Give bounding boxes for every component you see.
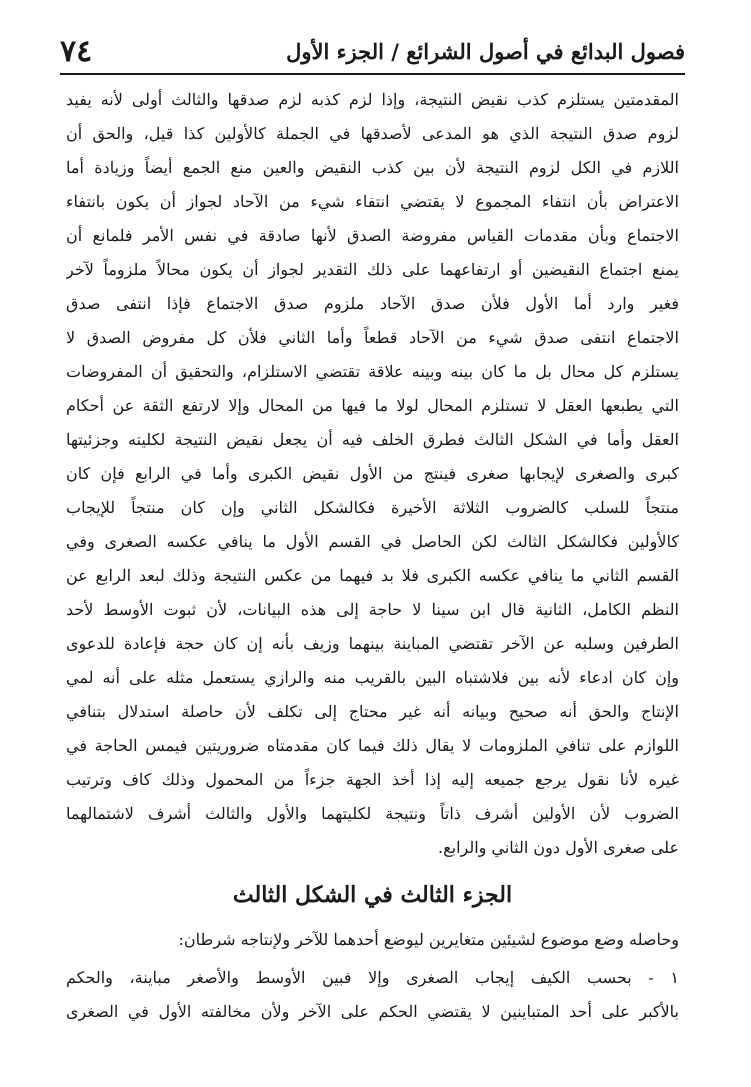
paragraph xyxy=(66,83,679,865)
paragraph xyxy=(66,923,679,957)
running-header xyxy=(60,30,685,72)
text-line: وإن كان ادعاء لأنه بين فلاشتباه البين بالقريب منه والرازي يستعمل مثله على أنه لمي xyxy=(66,668,679,687)
text-line: وحاصله وضع موضوع لشيئين متغايرين ليوضع أحدهما للآخر ولإنتاجه شرطان: xyxy=(178,930,679,949)
text-line: اللوازم على تنافي الملزومات لا يقال ذلك فيما كان مقدمتاه ضروريتين فيمس الحاجة في xyxy=(66,736,679,755)
text-line: الضروب لأن الأولين أشرف ذاتاً ونتيجة لكليتهما والأول والثالث أشرف لاشتمالهما xyxy=(66,804,679,823)
text-line: كبرى والصغرى لإيجابها صغرى فينتج من الأول نقيض الكبرى وأما في الرابع فإن كان xyxy=(66,464,679,483)
text-line: الإنتاج والحق أنه صحيح وبيانه أنه غير محتاج إلى تكلف لأن حاصلة استدلال بتنافي xyxy=(66,702,679,721)
text-line: الاجتماع وبأن مقدمات القياس مفروضة الصدق لأنها صادقة في نفس الأمر فلمانع أن xyxy=(66,226,679,245)
text-line: التي يطبعها العقل لا تستلزم المحال لولا ما فيها من المحال وإلا لارتفع الثقة عن أحكام xyxy=(66,396,679,415)
text-line: كالأولين فكالشكل الثالث لكن الحاصل في القسم الأول ما ينافي عكسه الصغرى وفي xyxy=(66,532,679,551)
text-line: غيره لأنا نقول يرجع جميعه إليه إذا أخذ الجهة جزءاً من المحمول وذلك كاف وترتيب xyxy=(66,770,679,789)
page-body xyxy=(66,83,679,1029)
text-line: الاجتماع انتفى صدق شيء من الآحاد قطعاً وأما الثاني فلأن كل مفروض الصدق لا xyxy=(66,328,679,347)
text-line: اللازم في الكل لزوم النتيجة لأن بين كذب النقيض والعين منع الجمع أيضاً وزيادة أما xyxy=(66,158,679,177)
text-line: بالأكبر على أحد المتباينين لا يقتضي الحكم على الآخر ولأن مخالفته الأول في الصغرى xyxy=(66,1002,679,1021)
text-line: ١ - بحسب الكيف إيجاب الصغرى وإلا فبين الأوسط والأصغر مباينة، والحكم xyxy=(66,968,679,987)
header-rule xyxy=(60,73,685,75)
text-line: الطرفين وسلبه عن الآخر تقتضي المباينة بينهما وزيف بأنه إن كان حجة فإعادة للدعوى xyxy=(66,634,679,653)
text-line: يمنع اجتماع النقيضين أو ارتفاعهما على ذلك التقدير لجواز أن يكون محالاً ملزوماً لآخر xyxy=(66,260,679,279)
text-line: المقدمتين يستلزم كذب نقيض النتيجة، وإذا لزم كذبه لزم صدقها والثالث أولى لأنه يفيد xyxy=(66,90,679,109)
running-title: فصول البدائع في أصول الشرائع / الجزء الأول xyxy=(286,38,685,64)
text-line: العقل وأما في الشكل الثالث فطرق الخلف فيه أن يجعل نقيض النتيجة لكليته وجزئيتها xyxy=(66,430,679,449)
text-line: القسم الثاني ما ينافي عكسه الكبرى فلا بد فيهما من عكس النتيجة وذلك لبعد الرابع عن xyxy=(66,566,679,585)
paragraph xyxy=(66,961,679,1029)
text-line: على صغرى الأول دون الثاني والرابع. xyxy=(438,838,679,857)
text-line: منتجاً للسلب كالضروب الثلاثة الأخيرة فكالشكل الثاني وإن كان منتجاً للإيجاب xyxy=(66,498,679,517)
text-line: يستلزم كل محال بل ما كان بينه وبينه علاقة تقتضي الاستلزام، والتحقيق أن المفروضات xyxy=(66,362,679,381)
text-line: فغير وارد أما الأول فلأن صدق الآحاد ملزوم صدق الاجتماع فإذا انتفى صدق xyxy=(66,294,679,313)
page-number: ٧٤ xyxy=(60,33,93,69)
text-line: لزوم صدق النتيجة الذي هو المدعى لأصدقها في الجملة كالأولين كذا قيل، والحق أن xyxy=(66,124,679,143)
section-heading: الجزء الثالث في الشكل الثالث xyxy=(232,882,513,908)
text-line: الاعتراض بأن انتفاء المجموع لا يقتضي انتفاء شيء من الآحاد لجواز أن يكون بانتفاء xyxy=(66,192,679,211)
text-line: النظم الكامل، الثانية قال ابن سينا لا حاجة إلى هذه البيانات، لأن ثبوت الأوسط لأحد xyxy=(66,600,679,619)
